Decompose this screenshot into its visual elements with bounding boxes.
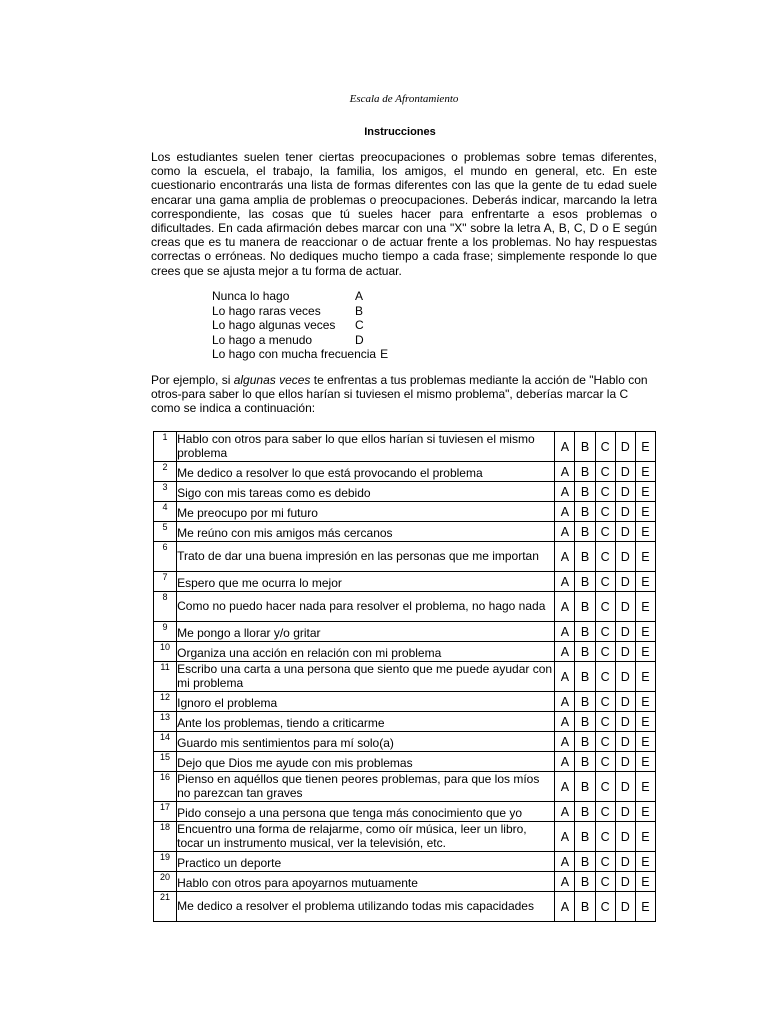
answer-option-c[interactable]: C (595, 572, 615, 592)
answer-option-a[interactable]: A (555, 622, 575, 642)
answer-option-a[interactable]: A (555, 592, 575, 622)
item-statement: Dejo que Dios me ayude con mis problemas (177, 752, 555, 772)
item-number: 7 (154, 572, 177, 592)
answer-option-c[interactable]: C (595, 732, 615, 752)
scale-row (212, 304, 388, 319)
item-statement: Me reúno con mis amigos más cercanos (177, 522, 555, 542)
answer-option-b[interactable]: B (575, 622, 595, 642)
answer-option-a[interactable]: A (555, 522, 575, 542)
document-title: Escala de Afrontamiento (349, 93, 459, 105)
item-statement: Ante los problemas, tiendo a criticarme (177, 712, 555, 732)
table-row (154, 432, 656, 462)
answer-option-b[interactable]: B (575, 542, 595, 572)
answer-option-e[interactable]: E (635, 522, 655, 542)
answer-option-a[interactable]: A (555, 462, 575, 482)
answer-option-e[interactable]: E (635, 502, 655, 522)
item-statement: Hablo con otros para apoyarnos mutuamente (177, 872, 555, 892)
answer-option-c[interactable]: C (595, 622, 615, 642)
questionnaire-table (153, 431, 656, 922)
answer-option-d[interactable]: D (615, 592, 635, 622)
answer-option-a[interactable]: A (555, 752, 575, 772)
answer-option-c[interactable]: C (595, 772, 615, 802)
table-row (154, 712, 656, 732)
answer-option-d[interactable]: D (615, 852, 635, 872)
answer-option-e[interactable]: E (635, 592, 655, 622)
answer-option-d[interactable]: D (615, 752, 635, 772)
item-statement: Ignoro el problema (177, 692, 555, 712)
instructions-paragraph: Los estudiantes suelen tener ciertas preocupaciones o problemas sobre temas diferentes, como la escuela, el trabajo, la familia, los amigos, el mundo en general, etc. En este cuestionario encontrarás una lista de formas diferentes con las que la gente de tu edad suele encarar una gama amplia de problemas o preocupaciones. Deberás indicar, marcando la letra correspondiente, las cosas que tú sueles hacer para enfrentarte a esos problemas o dificultades. En cada afirmación debes marcar con una "X" sobre la letra A, B, C, D o E según creas que es tu manera de reaccionar o de actuar frente a los problemas. No hay respuestas correctas o erróneas. No dediques mucho tiempo a cada frase; simplemente responde lo que crees que se ajusta mejor a tu forma de actuar. (151, 150, 657, 278)
example-text-after: te enfrentas a tus problemas mediante la acción de "Hablo con otros-para saber lo que ellos harían si tuviesen el mismo problema", deberías marcar la C como se indica a continuación: (151, 373, 648, 416)
answer-option-a[interactable]: A (555, 572, 575, 592)
answer-option-d[interactable]: D (615, 662, 635, 692)
scale-row (212, 333, 388, 348)
table-row (154, 732, 656, 752)
answer-option-a[interactable]: A (555, 502, 575, 522)
answer-option-a[interactable]: A (555, 662, 575, 692)
table-row (154, 622, 656, 642)
scale-row (212, 289, 388, 304)
answer-option-d[interactable]: D (615, 872, 635, 892)
table-row (154, 802, 656, 822)
answer-option-d[interactable]: D (615, 772, 635, 802)
scale-label: Lo hago algunas veces (212, 318, 336, 333)
item-statement: Me dedico a resolver lo que está provocando el problema (177, 462, 555, 482)
answer-option-d[interactable]: D (615, 822, 635, 852)
item-statement: Pido consejo a una persona que tenga más conocimiento que yo (177, 802, 555, 822)
answer-option-b[interactable]: B (575, 432, 595, 462)
table-row (154, 572, 656, 592)
item-number: 9 (154, 622, 177, 642)
table-row (154, 772, 656, 802)
answer-option-e[interactable]: E (635, 892, 655, 922)
answer-option-a[interactable]: A (555, 892, 575, 922)
table-row (154, 872, 656, 892)
item-number: 4 (154, 502, 177, 522)
answer-option-b[interactable]: B (575, 732, 595, 752)
answer-option-e[interactable]: E (635, 572, 655, 592)
table-row (154, 662, 656, 692)
item-statement: Sigo con mis tareas como es debido (177, 482, 555, 502)
answer-option-d[interactable]: D (615, 732, 635, 752)
answer-option-c[interactable]: C (595, 692, 615, 712)
table-row (154, 542, 656, 572)
answer-option-e[interactable]: E (635, 772, 655, 802)
answer-option-b[interactable]: B (575, 872, 595, 892)
answer-option-d[interactable]: D (615, 622, 635, 642)
answer-option-a[interactable]: A (555, 872, 575, 892)
answer-option-a[interactable]: A (555, 852, 575, 872)
scale-label: Lo hago a menudo (212, 332, 313, 347)
item-number: 20 (154, 872, 177, 892)
answer-option-a[interactable]: A (555, 692, 575, 712)
answer-option-b[interactable]: B (575, 662, 595, 692)
answer-option-e[interactable]: E (635, 732, 655, 752)
answer-option-b[interactable]: B (575, 642, 595, 662)
table-row (154, 502, 656, 522)
scale-letter: C (355, 318, 364, 333)
answer-option-c[interactable]: C (595, 592, 615, 622)
example-text-before: Por ejemplo, si (151, 373, 234, 387)
answer-option-c[interactable]: C (595, 432, 615, 462)
answer-option-b[interactable]: B (575, 572, 595, 592)
item-statement: Me preocupo por mi futuro (177, 502, 555, 522)
item-number: 15 (154, 752, 177, 772)
item-statement: Trato de dar una buena impresión en las personas que me importan (177, 542, 555, 572)
answer-option-d[interactable]: D (615, 692, 635, 712)
answer-option-e[interactable]: E (635, 482, 655, 502)
answer-option-a[interactable]: A (555, 432, 575, 462)
item-number: 19 (154, 852, 177, 872)
table-row (154, 592, 656, 622)
table-row (154, 852, 656, 872)
answer-option-e[interactable]: E (635, 872, 655, 892)
answer-option-e[interactable]: E (635, 692, 655, 712)
questionnaire-rows (154, 432, 656, 922)
scale-label: Nunca lo hago (212, 289, 290, 303)
scale-row (212, 347, 388, 362)
answer-option-b[interactable]: B (575, 692, 595, 712)
answer-option-b[interactable]: B (575, 852, 595, 872)
answer-option-a[interactable]: A (555, 642, 575, 662)
scale-letter: A (355, 289, 364, 303)
item-number: 13 (154, 712, 177, 732)
answer-option-b[interactable]: B (575, 772, 595, 802)
answer-option-c[interactable]: C (595, 822, 615, 852)
answer-option-b[interactable]: B (575, 522, 595, 542)
answer-option-a[interactable]: A (555, 732, 575, 752)
instructions-heading: Instrucciones (364, 126, 436, 138)
answer-option-c[interactable]: C (595, 892, 615, 922)
answer-option-e[interactable]: E (635, 712, 655, 732)
answer-option-c[interactable]: C (595, 872, 615, 892)
answer-option-b[interactable]: B (575, 752, 595, 772)
item-number: 12 (154, 692, 177, 712)
table-row (154, 692, 656, 712)
item-statement: Me pongo a llorar y/o gritar (177, 622, 555, 642)
item-number: 18 (154, 822, 177, 852)
item-number: 6 (154, 542, 177, 572)
answer-option-e[interactable]: E (635, 822, 655, 852)
table-row (154, 822, 656, 852)
answer-option-c[interactable]: C (595, 752, 615, 772)
answer-option-e[interactable]: E (635, 542, 655, 572)
answer-option-d[interactable]: D (615, 462, 635, 482)
answer-option-c[interactable]: C (595, 542, 615, 572)
answer-option-a[interactable]: A (555, 822, 575, 852)
answer-option-c[interactable]: C (595, 462, 615, 482)
answer-option-e[interactable]: E (635, 462, 655, 482)
answer-option-b[interactable]: B (575, 592, 595, 622)
item-number: 3 (154, 482, 177, 502)
item-number: 17 (154, 802, 177, 822)
answer-option-a[interactable]: A (555, 542, 575, 572)
scale-label: Lo hago con mucha frecuencia (212, 347, 377, 362)
item-number: 21 (154, 892, 177, 922)
answer-option-a[interactable]: A (555, 482, 575, 502)
answer-option-e[interactable]: E (635, 802, 655, 822)
answer-option-a[interactable]: A (555, 802, 575, 822)
answer-option-d[interactable]: D (615, 502, 635, 522)
item-number: 14 (154, 732, 177, 752)
answer-option-b[interactable]: B (575, 802, 595, 822)
item-number: 10 (154, 642, 177, 662)
scale-letter: B (355, 303, 364, 318)
answer-option-b[interactable]: B (575, 892, 595, 922)
answer-option-c[interactable]: C (595, 502, 615, 522)
answer-option-e[interactable]: E (635, 752, 655, 772)
answer-option-c[interactable]: C (595, 482, 615, 502)
item-statement: Encuentro una forma de relajarme, como oír música, leer un libro, tocar un instrumento musical, ver la televisión, etc. (177, 822, 555, 852)
table-row (154, 482, 656, 502)
answer-option-d[interactable]: D (615, 432, 635, 462)
answer-option-d[interactable]: D (615, 482, 635, 502)
table-row (154, 892, 656, 922)
table-row (154, 752, 656, 772)
answer-option-b[interactable]: B (575, 822, 595, 852)
answer-option-d[interactable]: D (615, 892, 635, 922)
answer-option-c[interactable]: C (595, 852, 615, 872)
scale-letter: D (355, 332, 364, 347)
item-statement: Guardo mis sentimientos para mí solo(a) (177, 732, 555, 752)
answer-option-c[interactable]: C (595, 712, 615, 732)
answer-option-d[interactable]: D (615, 712, 635, 732)
answer-option-d[interactable]: D (615, 642, 635, 662)
scale-row (212, 318, 388, 333)
response-scale (212, 289, 388, 362)
answer-option-c[interactable]: C (595, 662, 615, 692)
example-emphasis: algunas veces (233, 373, 311, 387)
answer-option-d[interactable]: D (615, 572, 635, 592)
item-statement: Hablo con otros para saber lo que ellos harían si tuviesen el mismo problema (177, 432, 555, 462)
answer-option-c[interactable]: C (595, 802, 615, 822)
answer-option-c[interactable]: C (595, 522, 615, 542)
answer-option-d[interactable]: D (615, 802, 635, 822)
answer-option-e[interactable]: E (635, 642, 655, 662)
answer-option-a[interactable]: A (555, 712, 575, 732)
item-number: 1 (154, 432, 177, 462)
scale-label: Lo hago raras veces (212, 303, 321, 318)
item-number: 2 (154, 462, 177, 482)
item-statement: Como no puedo hacer nada para resolver el problema, no hago nada (177, 592, 555, 622)
answer-option-d[interactable]: D (615, 542, 635, 572)
item-statement: Me dedico a resolver el problema utilizando todas mis capacidades (177, 892, 555, 922)
answer-option-b[interactable]: B (575, 502, 595, 522)
item-statement: Pienso en aquéllos que tienen peores problemas, para que los míos no parezcan tan graves (177, 772, 555, 802)
item-statement: Practico un deporte (177, 852, 555, 872)
item-statement: Espero que me ocurra lo mejor (177, 572, 555, 592)
answer-option-e[interactable]: E (635, 852, 655, 872)
item-statement: Organiza una acción en relación con mi problema (177, 642, 555, 662)
example-paragraph (151, 373, 657, 416)
item-statement: Escribo una carta a una persona que siento que me puede ayudar con mi problema (177, 662, 555, 692)
item-number: 11 (154, 662, 177, 692)
table-row (154, 522, 656, 542)
answer-option-c[interactable]: C (595, 642, 615, 662)
table-row (154, 642, 656, 662)
item-number: 16 (154, 772, 177, 802)
answer-option-b[interactable]: B (575, 482, 595, 502)
answer-option-d[interactable]: D (615, 522, 635, 542)
item-number: 8 (154, 592, 177, 622)
item-number: 5 (154, 522, 177, 542)
answer-option-e[interactable]: E (635, 662, 655, 692)
answer-option-b[interactable]: B (575, 462, 595, 482)
answer-option-e[interactable]: E (635, 622, 655, 642)
scale-letter: E (380, 347, 389, 362)
answer-option-e[interactable]: E (635, 432, 655, 462)
answer-option-b[interactable]: B (575, 712, 595, 732)
answer-option-a[interactable]: A (555, 772, 575, 802)
table-row (154, 462, 656, 482)
